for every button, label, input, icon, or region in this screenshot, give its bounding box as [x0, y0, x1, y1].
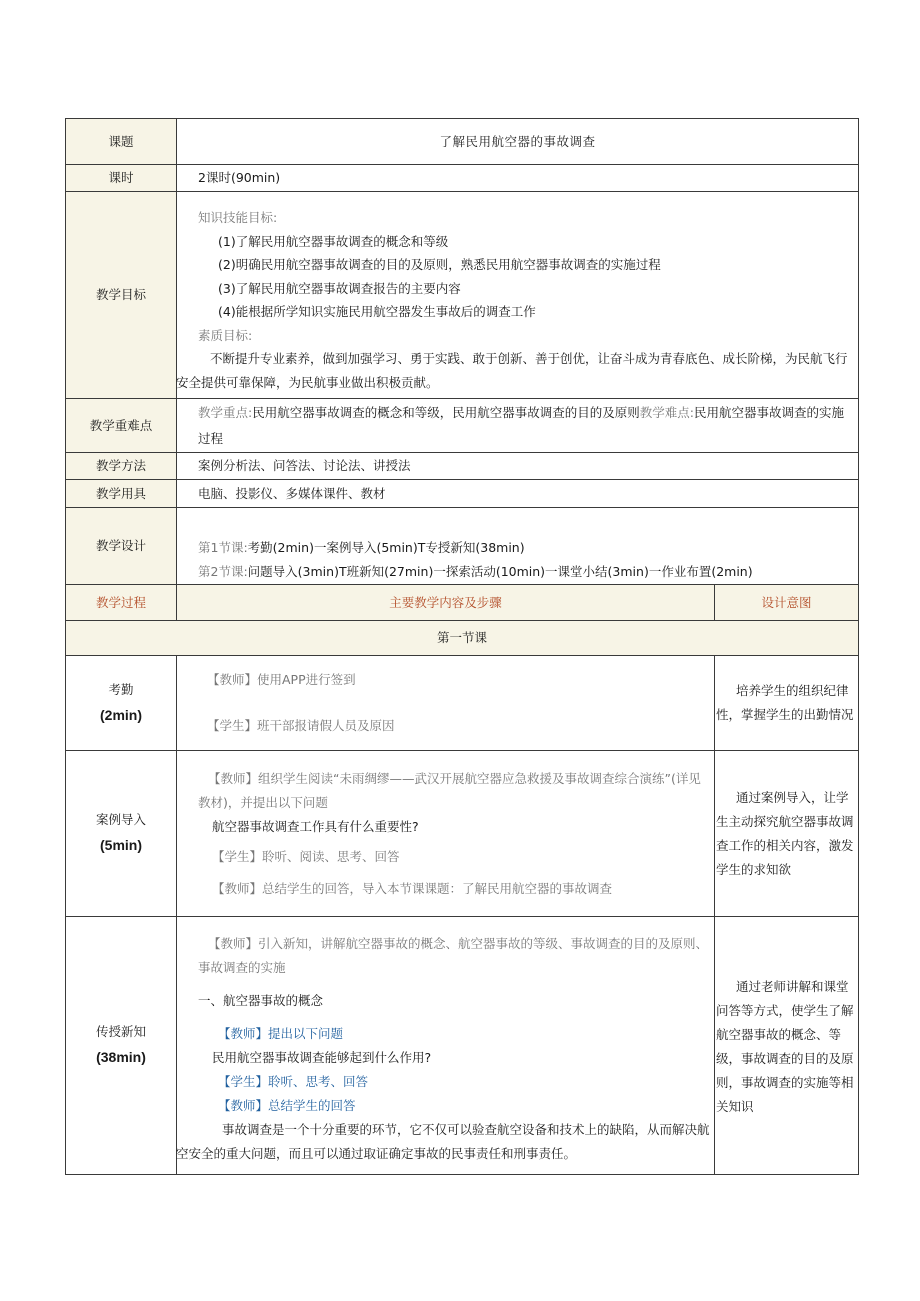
hours-label: 课时: [66, 165, 177, 192]
case-question: 航空器事故调查工作具有什么重要性?: [212, 818, 419, 834]
attendance-duration: (2min): [100, 706, 142, 723]
tools-row: [66, 480, 859, 508]
attendance-content: [177, 656, 715, 751]
knowledge-intent-text: 通过老师讲解和课堂问答等方式，使学生了解航空器事故的概念、等级，事故调查的目的及原则，事故调查的实施等相关知识: [716, 979, 854, 1114]
topic-label: 课题: [66, 119, 177, 165]
tools-value: 电脑、投影仪、多媒体课件、教材: [177, 480, 859, 508]
knowledge-item: (4)能根据所学知识实施民用航空器发生事故后的调查工作: [218, 304, 536, 319]
knowledge-teacher-intro: 【教师】引入新知，讲解航空器事故的概念、航空器事故的等级、事故调查的目的及原则、事故调查的实施: [198, 935, 709, 975]
lesson1-plan: [198, 536, 854, 560]
case-teacher2: 【教师】总结学生的回答，导入本节课课题：了解民用航空器的事故调查: [212, 880, 613, 896]
case-row: [66, 751, 859, 917]
knowledge-content: [177, 917, 715, 1175]
methods-row: [66, 453, 859, 480]
knowledge-stage: [66, 917, 177, 1175]
quality-text: 不断提升专业素养，做到加强学习、勇于实践、敢于创新、善于创优，让奋斗成为青春底色、成长阶梯，为民航飞行安全提供可靠保障，为民航事业做出积极贡献。: [176, 351, 848, 390]
difficult-text: 民用航空器事故调查的实施过程: [198, 404, 844, 446]
knowledge-row: [66, 917, 859, 1175]
keypoints-label: 教学重难点: [66, 399, 177, 453]
methods-value: 案例分析法、问答法、讨论法、讲授法: [177, 453, 859, 480]
process-header-col2: 主要教学内容及步骤: [177, 585, 715, 621]
attendance-intent: [715, 656, 859, 751]
knowledge-question: 民用航空器事故调查能够起到什么作用?: [212, 1049, 432, 1065]
design-label: 教学设计: [66, 508, 177, 585]
objectives-content: [177, 192, 859, 399]
attendance-teacher: 【教师】使用APP进行签到: [207, 672, 356, 687]
knowledge-intent: [715, 917, 859, 1175]
case-intent-text: 通过案例导入，让学生主动探究航空器事故调查工作的相关内容，激发学生的求知欲: [716, 789, 854, 877]
knowledge-student: 【学生】聆听、思考、回答: [218, 1073, 369, 1089]
case-stage-name: 案例导入: [95, 812, 146, 828]
knowledge-paragraph: 事故调查是一个十分重要的环节，它不仅可以验查航空设备和技术上的缺陷，从而解决航空安全的重大问题，而且可以通过取证确定事故的民事责任和刑事责任。: [176, 1121, 710, 1161]
objectives-row: [66, 192, 859, 399]
knowledge-duration: (38min): [96, 1049, 146, 1066]
knowledge-item: (3)了解民用航空器事故调查报告的主要内容: [218, 280, 461, 296]
hours-row: [66, 165, 859, 192]
keypoints-row: [66, 399, 859, 453]
knowledge-heading: 知识技能目标:: [198, 210, 278, 225]
case-student: 【学生】聆听、阅读、思考、回答: [212, 848, 400, 864]
attendance-row: [66, 656, 859, 751]
knowledge-teacher-sum: 【教师】总结学生的回答: [218, 1097, 356, 1113]
topic-title: 了解民用航空器的事故调查: [177, 119, 859, 165]
tools-label: 教学用具: [66, 480, 177, 508]
attendance-stage: [66, 656, 177, 751]
process-header-col3: 设计意图: [715, 585, 859, 621]
case-teacher1: 【教师】组织学生阅读“未雨绸缪——武汉开展航空器应急救援及事故调查综合演练”(详见教材)，并提出以下问题: [198, 770, 701, 810]
topic-row: [66, 119, 859, 165]
attendance-intent-text: 培养学生的组织纪律性，掌握学生的出勤情况: [716, 683, 854, 722]
section-title: 第一节课: [66, 621, 859, 656]
lesson2-label: 第2节课:: [198, 564, 248, 579]
knowledge-item: (1)了解民用航空器事故调查的概念和等级: [218, 233, 449, 249]
attendance-stage-name: 考勤: [108, 681, 134, 697]
lesson2-text: 问题导入(3min)T班新知(27min)一探索活动(10min)一课堂小结(3min)一作业布置(2min): [247, 564, 753, 579]
lesson1-label: 第1节课:: [198, 540, 248, 555]
lesson1-text: 考勤(2min)一案例导入(5min)T专授新知(38min): [247, 540, 525, 555]
knowledge-heading: 一、航空器事故的概念: [198, 992, 324, 1008]
case-intent: [715, 751, 859, 917]
quality-heading: 素质目标:: [198, 327, 253, 343]
case-content: [177, 751, 715, 917]
hours-value: 2课时(90min): [177, 165, 859, 192]
design-row: [66, 508, 859, 585]
case-stage: [66, 751, 177, 917]
key-label: 教学重点:: [198, 404, 253, 420]
keypoints-content: [177, 399, 859, 453]
section-row: [66, 621, 859, 656]
knowledge-item: (2)明确民用航空器事故调查的目的及原则，熟悉民用航空器事故调查的实施过程: [218, 257, 661, 272]
methods-label: 教学方法: [66, 453, 177, 480]
knowledge-stage-name: 传授新知: [95, 1024, 146, 1040]
key-text: 民用航空器事故调查的概念和等级，民用航空器事故调查的目的及原则: [252, 404, 640, 420]
objectives-label: 教学目标: [66, 192, 177, 399]
case-duration: (5min): [100, 837, 142, 854]
difficult-label: 教学难点:: [639, 404, 694, 420]
design-content: [177, 508, 859, 585]
lesson-plan-table: [65, 118, 859, 1175]
process-header-col1: 教学过程: [66, 585, 177, 621]
process-header-row: [66, 585, 859, 621]
lesson2-plan: [198, 560, 854, 584]
knowledge-teacher-ask: 【教师】提出以下问题: [218, 1025, 344, 1041]
attendance-student: 【学生】班干部报请假人员及原因: [207, 718, 395, 733]
